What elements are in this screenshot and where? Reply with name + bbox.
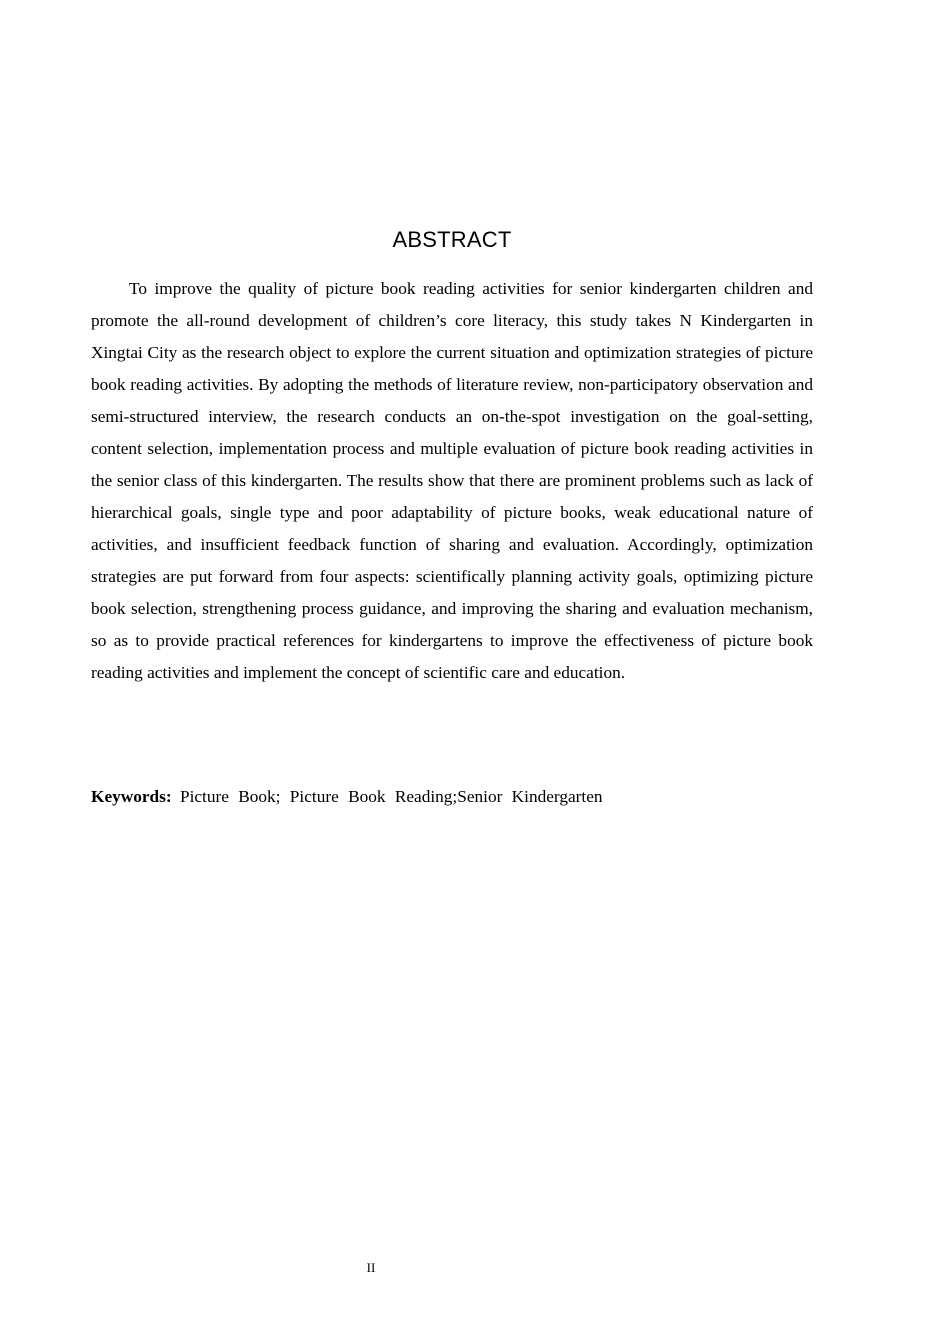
page-number: II: [366, 1260, 376, 1275]
keywords-line: [91, 782, 813, 812]
abstract-body-paragraph: To improve the quality of picture book reading activities for senior kindergarten children and promote the all-round development of children’s core literacy, this study takes N Kindergarten in Xingtai City as the research object to explore the current situation and optimization strategies of picture book reading activities. By adopting the methods of literature review, non-participatory observation and semi-structured interview, the research conducts an on-the-spot investigation on the goal-setting, content selection, implementation process and multiple evaluation of picture book reading activities in the senior class of this kindergarten. The results show that there are prominent problems such as lack of hierarchical goals, single type and poor adaptability of picture books, weak educational nature of activities, and insufficient feedback function of sharing and evaluation. Accordingly, optimization strategies are put forward from four aspects: scientifically planning activity goals, optimizing picture book selection, strengthening process guidance, and improving the sharing and evaluation mechanism, so as to provide practical references for kindergartens to improve the effectiveness of picture book reading activities and implement the concept of scientific care and education.: [91, 279, 813, 682]
keywords-label: Keywords:: [91, 787, 172, 806]
keywords-values: Picture Book; Picture Book Reading;Senior Kindergarten: [179, 787, 603, 806]
abstract-title: ABSTRACT: [392, 226, 512, 252]
